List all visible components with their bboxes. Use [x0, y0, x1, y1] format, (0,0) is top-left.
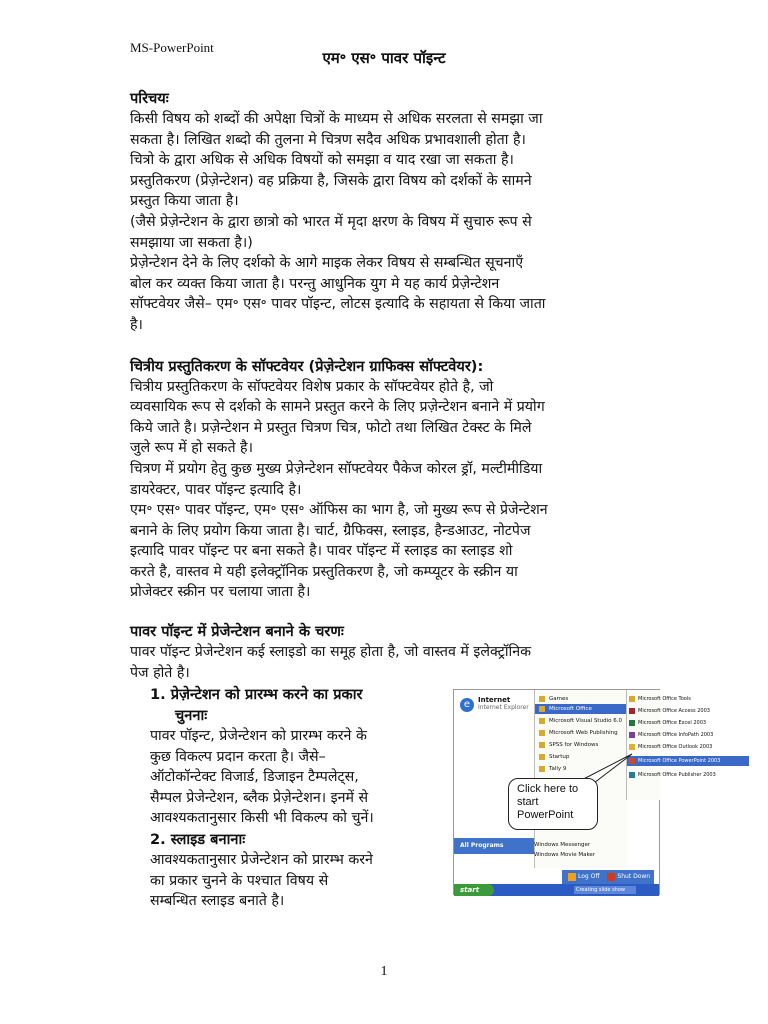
- software-line: चित्रीय प्रस्तुतिकरण के सॉफ्टवेयर विशेष प्रकार के सॉफ्टवेयर होते है, जो: [130, 378, 494, 395]
- folder-icon: [539, 754, 545, 760]
- intro-line: प्रेज़ेन्टेशन देने के लिए दर्शको के आगे माइक लेकर विषय से सम्बन्धित सूचनाएँ: [130, 255, 524, 272]
- folder-icon: [539, 742, 545, 748]
- intro-line: सॉफ्टवेयर जैसे– एम॰ एस॰ पावर पॉइन्ट, लोटस इत्यादि के सहायता से किया जाता: [130, 296, 546, 313]
- menu-item-label: Microsoft Visual Studio 6.0: [549, 718, 622, 724]
- software-line: प्रोजेक्टर स्क्रीन पर चलाया जाता है।: [130, 584, 311, 601]
- header-left-label: MS-PowerPoint: [130, 40, 214, 55]
- software-heading: चित्रीय प्रस्तुतिकरण के सॉफ्टवेयर (प्रेज़ेन्टेशन ग्राफिक्स सॉफ्टवेयर):: [130, 357, 484, 375]
- submenu-item-excel[interactable]: [629, 718, 706, 728]
- submenu-item-label: Microsoft Office Excel 2003: [638, 720, 707, 726]
- intro-line: है।: [130, 316, 143, 333]
- steps-line: पेज होते है।: [130, 664, 190, 681]
- callout-bubble: Click here to start PowerPoint: [508, 778, 598, 830]
- step-2-title: 2. स्लाइड बनानाः: [150, 830, 246, 848]
- software-line: इत्यादि पावर पॉइन्ट पर बना सकते है। पावर पॉइन्ट में स्लाइड का स्लाइड शो: [130, 543, 513, 560]
- step-1-line: सैम्पल प्रेजेन्टेशन, ब्लैक प्रेज़ेन्टेशन। इनमें से: [150, 789, 369, 806]
- folder-icon: [539, 730, 545, 736]
- menu-item-web-publishing[interactable]: [539, 728, 618, 738]
- page-title: एम॰ एस॰ पावर पॉइन्ट: [322, 49, 446, 67]
- steps-section: [130, 621, 670, 683]
- submenu-item-infopath[interactable]: [629, 730, 713, 740]
- ie-title: Internet: [478, 696, 511, 704]
- software-line: एम॰ एस॰ पावर पॉइन्ट, एम॰ एस॰ ऑफिस का भाग है, जो मुख्य रूप से प्रेजेन्टेशन: [130, 502, 548, 519]
- menu-item-label: Games: [549, 696, 569, 702]
- taskbar-item[interactable]: Creating slide show: [574, 886, 636, 894]
- intro-line: बोल कर व्यक्त किया जाता है। परन्तु आधुनिक युग मे यह कार्य प्रेज़ेन्टेशन: [130, 275, 500, 292]
- software-line: व्यवसायिक रूप से दर्शको के सामने प्रस्तुत करने के लिए प्रज़ेन्टेशन बनाने में प्रयोग: [130, 399, 545, 416]
- submenu-item-label: Microsoft Office InfoPath 2003: [638, 732, 714, 738]
- intro-line: समझाया जा सकता है।): [130, 234, 253, 251]
- menu-item-label: Microsoft Office: [549, 706, 592, 712]
- logoff-shutdown-bar: [562, 870, 654, 884]
- folder-icon: [539, 706, 545, 712]
- folder-icon: [539, 766, 545, 772]
- submenu-item-label: Microsoft Office Publisher 2003: [638, 772, 716, 778]
- intro-line: प्रस्तुतिकरण (प्रेज़ेन्टेशन) वह प्रक्रिया है, जिसके द्वारा विषय को दर्शकों के सामने: [130, 172, 532, 189]
- submenu-item-label: Microsoft Office Access 2003: [638, 708, 710, 714]
- menu-item-label: Tally 9: [549, 766, 567, 772]
- log-off-icon: [568, 873, 576, 881]
- submenu-item-access[interactable]: [629, 706, 710, 716]
- menu-item-microsoft-office[interactable]: [535, 704, 627, 714]
- shut-down-button[interactable]: [607, 870, 650, 884]
- taskbar: [454, 884, 659, 896]
- page-number: 1: [380, 964, 388, 979]
- submenu-item-label: Microsoft Office PowerPoint 2003: [638, 758, 721, 764]
- intro-section: [130, 88, 670, 603]
- steps-heading: पावर पॉइन्ट में प्रेजेन्टेशन बनाने के चरणः: [130, 623, 344, 640]
- step-2-line: आवश्यकतानुसार प्रेजेन्टेशन को प्रारम्भ करने: [150, 851, 373, 868]
- intro-line: किसी विषय को शब्दों की अपेक्षा चित्रों के माध्यम से अधिक सरलता से समझा जा: [130, 111, 543, 127]
- all-programs-button[interactable]: All Programs: [454, 838, 538, 854]
- shut-down-label: Shut Down: [617, 873, 651, 880]
- access-icon: [629, 708, 635, 714]
- software-line: जुले रूप में हो सकते है।: [130, 440, 253, 457]
- intro-line: चित्रो के द्वारा अधिक से अधिक विषयों को समझा व याद रखा जा सकता है।: [130, 152, 514, 169]
- submenu-item-label: Microsoft Office Outlook 2003: [638, 744, 713, 750]
- menu-item-games[interactable]: [539, 694, 568, 704]
- step-1: [150, 684, 440, 912]
- folder-icon: [539, 696, 545, 702]
- step-1-line: पावर पॉइन्ट, प्रेजेन्टेशन को प्रारम्भ करने के: [150, 728, 367, 744]
- log-off-label: Log Off: [578, 873, 600, 880]
- submenu-item-label: Microsoft Office Tools: [638, 696, 691, 702]
- steps-line: पावर पॉइन्ट प्रेजेन्टेशन कई स्लाइडो का समूह होता है, जो वास्तव में इलेक्ट्रॉनिक: [130, 644, 531, 660]
- step-1-title-cont: चुननाः: [175, 707, 208, 724]
- step-1-line: कुछ विकल्प प्रदान करता है। जैसे–: [150, 748, 326, 765]
- windows-messenger-item[interactable]: Windows Messenger: [534, 842, 591, 848]
- log-off-button[interactable]: [568, 870, 599, 884]
- step-1-title: 1. प्रेज़ेन्टेशन को प्रारम्भ करने का प्रकार: [150, 686, 363, 703]
- software-line: डायरेक्टर, पावर पॉइन्ट इत्यादि है।: [130, 481, 302, 498]
- folder-icon: [539, 718, 545, 724]
- software-line: चित्रण में प्रयोग हेतु कुछ मुख्य प्रेज़ेन्टेशन सॉफ्टवेयर पैकेज कोरल ड्रॉ, मल्टीमीडिया: [130, 460, 543, 477]
- software-line: बनाने के लिए प्रयोग किया जाता है। चार्ट, ग्रैफिक्स, स्लाइड, हैन्डआउट, नोटपेज: [130, 522, 531, 539]
- step-1-line: ऑटोकॉन्टेक्ट विजार्ड, डिजाइन टैम्पलेट्स,: [150, 769, 359, 786]
- menu-item-label: Startup: [549, 754, 570, 760]
- submenu-item-outlook[interactable]: [629, 742, 712, 752]
- step-2-line: सम्बन्धित स्लाइड बनाते है।: [150, 893, 285, 910]
- folder-icon: [629, 696, 635, 702]
- step-2-line: का प्रकार चुनने के पश्चात विषय से: [150, 872, 329, 889]
- intro-heading: परिचयः: [130, 90, 169, 107]
- internet-explorer-icon: e: [460, 698, 474, 712]
- intro-line: प्रस्तुत किया जाता है।: [130, 193, 239, 210]
- step-1-line: आवश्यकतानुसार किसी भी विकल्प को चुनें।: [150, 810, 374, 827]
- submenu-item-powerpoint[interactable]: [627, 756, 749, 766]
- submenu-item-publisher[interactable]: [629, 770, 716, 780]
- windows-movie-maker-item[interactable]: Windows Movie Maker: [534, 852, 596, 858]
- ie-subtitle: Internet Explorer: [478, 704, 529, 711]
- intro-line: (जैसे प्रेज़ेन्टेशन के द्वारा छात्रो को भारत में मृदा क्षरण के विषय में सुचारु रूप से: [130, 213, 532, 230]
- software-line: करते है, वास्तव मे यही इलेक्ट्रॉनिक प्रस्तुतिकरण है, जो कम्प्यूटर के स्क्रीन या: [130, 563, 518, 580]
- excel-icon: [629, 720, 635, 726]
- infopath-icon: [629, 732, 635, 738]
- start-button[interactable]: start: [454, 884, 494, 896]
- intro-line: सकता है। लिखित शब्दो की तुलना मे चित्रण सदैव अधिक प्रभावशाली होता है।: [130, 131, 526, 148]
- menu-item-label: SPSS for Windows: [549, 742, 599, 748]
- submenu-item-office-tools[interactable]: [629, 694, 691, 704]
- menu-item-visual-studio[interactable]: [539, 716, 622, 726]
- shut-down-icon: [607, 873, 615, 881]
- software-line: किये जाते है। प्रज़ेन्टेशन मे प्रस्तुत चित्रण चित्र, फोटो तथा लिखित टेक्स्ट के मिले: [130, 419, 532, 436]
- menu-item-label: Microsoft Web Publishing: [549, 730, 618, 736]
